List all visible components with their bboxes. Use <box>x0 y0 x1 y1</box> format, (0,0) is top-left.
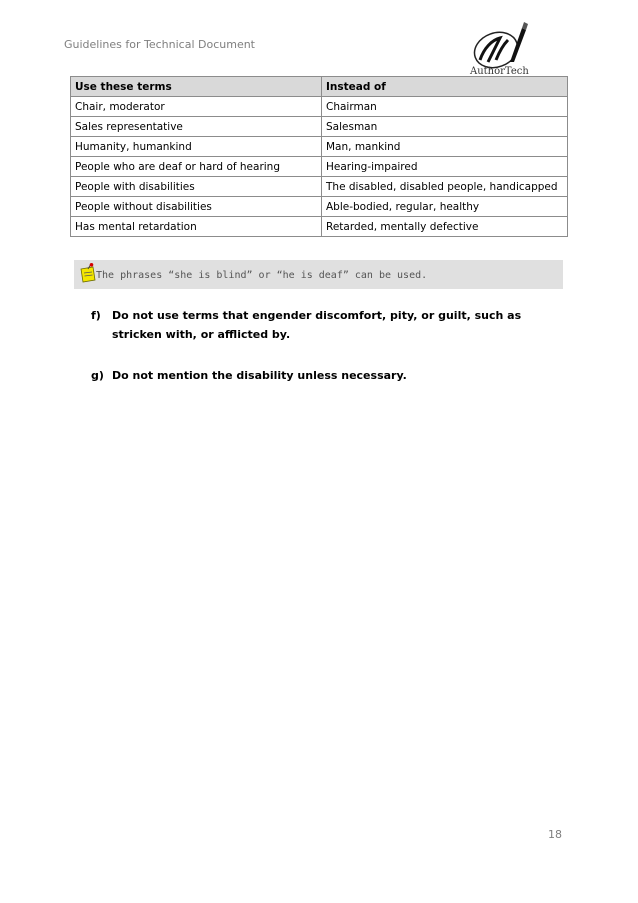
table-cell-use: Has mental retardation <box>71 217 322 237</box>
table-cell-instead: Retarded, mentally defective <box>322 217 568 237</box>
list-item-text: Do not use terms that engender discomfort, pity, or guilt, such as stricken with, or afflicted by. <box>112 309 522 341</box>
table-cell-use: People who are deaf or hard of hearing <box>71 157 322 177</box>
inclusive-terms-table <box>70 76 568 237</box>
list-marker: f) <box>91 309 101 322</box>
column-header-use: Use these terms <box>71 77 322 97</box>
table-header-row <box>71 77 568 97</box>
table-cell-instead: The disabled, disabled people, handicapped <box>322 177 568 197</box>
note-box <box>74 260 563 289</box>
column-header-instead: Instead of <box>322 77 568 97</box>
list-item <box>91 306 563 344</box>
table-cell-instead: Able-bodied, regular, healthy <box>322 197 568 217</box>
running-header: Guidelines for Technical Document <box>64 38 255 51</box>
table-row <box>71 157 568 177</box>
table-row <box>71 97 568 117</box>
table-cell-instead: Man, mankind <box>322 137 568 157</box>
table-row <box>71 177 568 197</box>
table-cell-use: Sales representative <box>71 117 322 137</box>
page-number: 18 <box>548 828 562 841</box>
list-item <box>91 366 563 385</box>
table-row <box>71 197 568 217</box>
table-row <box>71 217 568 237</box>
table-row <box>71 117 568 137</box>
table-row <box>71 137 568 157</box>
list-marker: g) <box>91 369 104 382</box>
table-cell-use: Chair, moderator <box>71 97 322 117</box>
table-cell-use: Humanity, humankind <box>71 137 322 157</box>
list-item-text: Do not mention the disability unless necessary. <box>112 369 407 382</box>
table-cell-use: People with disabilities <box>71 177 322 197</box>
table-cell-instead: Chairman <box>322 97 568 117</box>
table-cell-instead: Salesman <box>322 117 568 137</box>
table-cell-use: People without disabilities <box>71 197 322 217</box>
logo-text: AuthorTech <box>470 66 529 77</box>
sticky-note-pin-icon <box>79 263 97 283</box>
note-text: The phrases “she is blind” or “he is deaf” can be used. <box>96 270 428 281</box>
table-cell-instead: Hearing-impaired <box>322 157 568 177</box>
